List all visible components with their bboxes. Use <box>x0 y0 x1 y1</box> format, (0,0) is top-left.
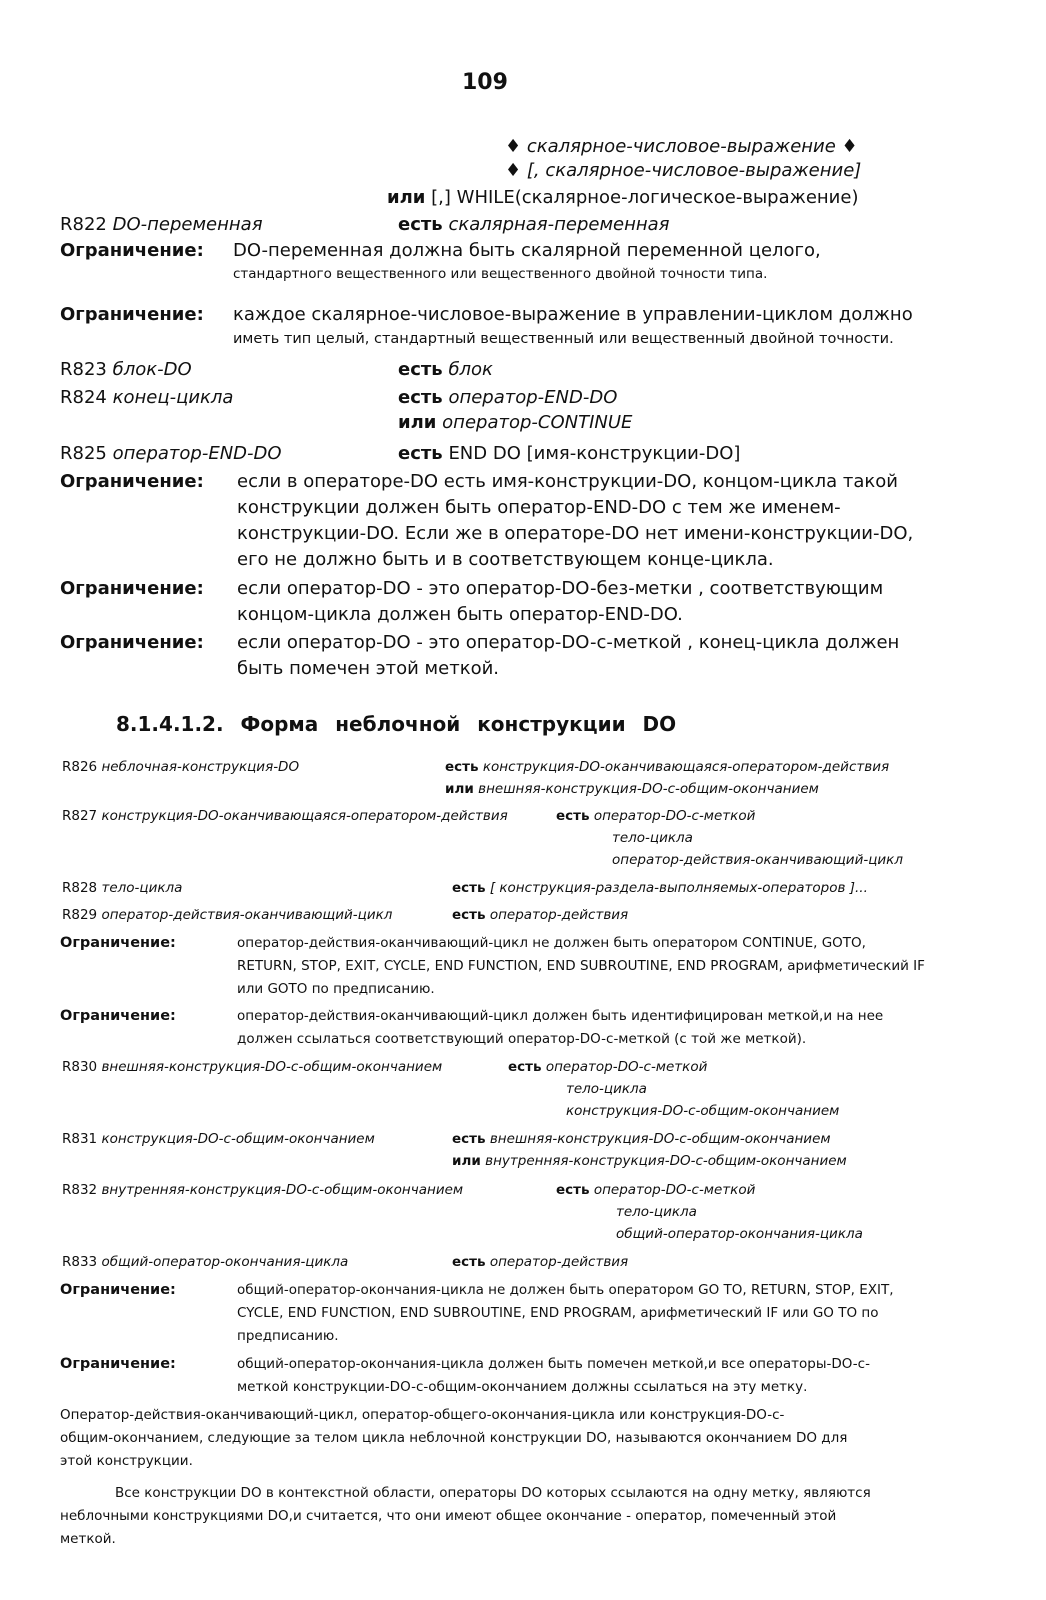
section-heading: 8.1.4.1.2. Форма неблочной конструкции DO <box>116 712 677 736</box>
constraint-label: Ограничение: <box>60 1356 176 1372</box>
lower-constraint-2-line-2: должен ссылаться соответствующий оператор-DO-с-меткой (с той же меткой). <box>237 1031 807 1047</box>
syntax-line-2: ♦ [, скалярное-числовое-выражение] <box>505 160 862 181</box>
constraint-4-line-2: концом-цикла должен быть оператор-END-DO. <box>237 604 683 625</box>
syntax-line-3 <box>387 187 858 208</box>
constraint-label: Ограничение: <box>60 578 204 599</box>
constraint-3-line-1: если в операторе-DO есть имя-конструкции-DO, концом-цикла такой <box>237 471 898 492</box>
rule-r832-definition <box>556 1182 755 1198</box>
is-keyword: есть <box>398 387 443 408</box>
lower-constraint-1-line-1: оператор-действия-оканчивающий-цикл не должен быть оператором CONTINUE, GOTO, <box>237 935 866 951</box>
rule-id: R830 <box>62 1059 98 1075</box>
rule-r831 <box>62 1131 375 1147</box>
rule-name: конструкция-DO-оканчивающаяся-оператором-действия <box>101 808 508 824</box>
page-number: 109 <box>462 70 508 95</box>
rule-r827-definition <box>556 808 755 824</box>
is-keyword: есть <box>556 1182 590 1198</box>
rule-name: DO-переменная <box>112 214 263 235</box>
paragraph-2-line-1: Все конструкции DO в контекстной области, операторы DO которых ссылаются на одну метку, являются <box>115 1485 871 1501</box>
is-keyword: есть <box>445 759 479 775</box>
rule-def: внутренняя-конструкция-DO-с-общим-окончанием <box>485 1153 847 1169</box>
rule-name: внутренняя-конструкция-DO-с-общим-окончанием <box>101 1182 464 1198</box>
rule-name: блок-DO <box>112 359 192 380</box>
rule-r827 <box>62 808 508 824</box>
rule-def: оператор-CONTINUE <box>442 412 633 433</box>
constraint-label: Ограничение: <box>60 1008 176 1024</box>
rule-def: оператор-END-DO <box>448 387 618 408</box>
rule-r831-alt <box>452 1153 847 1169</box>
paragraph-1-line-1: Оператор-действия-оканчивающий-цикл, оператор-общего-окончания-цикла или конструкция-DO-с- <box>60 1407 785 1423</box>
rule-id: R827 <box>62 808 98 824</box>
rule-r825-definition <box>398 443 740 464</box>
constraint-label: Ограничение: <box>60 240 204 261</box>
constraint-label: Ограничение: <box>60 304 204 325</box>
paragraph-1-line-2: общим-окончанием, следующие за телом цикла неблочной конструкции DO, называются окончанием DO для <box>60 1430 848 1446</box>
rule-def: END DO [имя-конструкции-DO] <box>448 443 741 464</box>
constraint-5-line-2: быть помечен этой меткой. <box>237 658 500 679</box>
syntax-line-1: ♦ скалярное-числовое-выражение ♦ <box>505 136 858 157</box>
lower-constraint-3-line-2: CYCLE, END FUNCTION, END SUBROUTINE, END PROGRAM, арифметический IF или GO TO по <box>237 1305 879 1321</box>
is-keyword: есть <box>452 1131 486 1147</box>
rule-id: R822 <box>60 214 107 235</box>
rule-name: тело-цикла <box>101 880 183 896</box>
rule-id: R824 <box>60 387 107 408</box>
or-keyword: или <box>445 781 474 797</box>
constraint-label: Ограничение: <box>60 1282 176 1298</box>
constraint-2-line-1: каждое скалярное-числовое-выражение в управлении-циклом должно <box>233 304 913 325</box>
constraint-5-line-1: если оператор-DO - это оператор-DO-с-меткой , конец-цикла должен <box>237 632 900 653</box>
rule-id: R826 <box>62 759 98 775</box>
rule-r830-def-2: тело-цикла <box>566 1081 647 1097</box>
rule-r832-def-3: общий-оператор-окончания-цикла <box>616 1226 863 1242</box>
rule-name: конструкция-DO-с-общим-окончанием <box>101 1131 375 1147</box>
rule-r824-definition <box>398 387 617 408</box>
rule-def: внешняя-конструкция-DO-с-общим-окончанием <box>478 781 819 797</box>
paragraph-1-line-3: этой конструкции. <box>60 1453 193 1469</box>
rule-r830 <box>62 1059 442 1075</box>
rule-def: оператор-DO-с-меткой <box>593 1182 756 1198</box>
rule-name: общий-оператор-окончания-цикла <box>101 1254 349 1270</box>
is-keyword: есть <box>508 1059 542 1075</box>
is-keyword: есть <box>452 907 486 923</box>
rule-r832-def-2: тело-цикла <box>616 1204 697 1220</box>
rule-r829-definition <box>452 907 628 923</box>
rule-name: неблочная-конструкция-DO <box>101 759 300 775</box>
rule-r823 <box>60 359 192 380</box>
or-keyword: или <box>387 187 426 208</box>
lower-constraint-4-line-1: общий-оператор-окончания-цикла должен быть помечен меткой,и все операторы-DO-с- <box>237 1356 870 1372</box>
rule-id: R831 <box>62 1131 98 1147</box>
constraint-3-line-2: конструкции должен быть оператор-END-DO с тем же именем- <box>237 497 841 518</box>
is-keyword: есть <box>398 443 443 464</box>
rule-def: оператор-действия <box>489 907 629 923</box>
rule-name: оператор-действия-оканчивающий-цикл <box>101 907 393 923</box>
paragraph-2-line-3: меткой. <box>60 1531 116 1547</box>
constraint-4-line-1: если оператор-DO - это оператор-DO-без-метки , соответствующим <box>237 578 884 599</box>
rule-r826-alt <box>445 781 819 797</box>
or-keyword: или <box>452 1153 481 1169</box>
rule-def: оператор-действия <box>489 1254 629 1270</box>
rule-r823-definition <box>398 359 493 380</box>
rule-name: оператор-END-DO <box>112 443 282 464</box>
lower-constraint-1-line-3: или GOTO по предписанию. <box>237 981 435 997</box>
rule-id: R829 <box>62 907 98 923</box>
rule-r822-definition <box>398 214 670 235</box>
rule-r831-definition <box>452 1131 831 1147</box>
rule-id: R832 <box>62 1182 98 1198</box>
rule-r828 <box>62 880 182 896</box>
constraint-3-line-4: его не должно быть и в соответствующем конце-цикла. <box>237 549 774 570</box>
rule-def: блок <box>448 359 493 380</box>
rule-id: R828 <box>62 880 98 896</box>
is-keyword: есть <box>398 359 443 380</box>
rule-r825 <box>60 443 282 464</box>
lower-constraint-1-line-2: RETURN, STOP, EXIT, CYCLE, END FUNCTION, END SUBROUTINE, END PROGRAM, арифметический IF <box>237 958 925 974</box>
constraint-label: Ограничение: <box>60 935 176 951</box>
constraint-2-line-2: иметь тип целый, стандартный вещественный или вещественный двойной точности. <box>233 331 894 347</box>
constraint-label: Ограничение: <box>60 632 204 653</box>
constraint-label: Ограничение: <box>60 471 204 492</box>
constraint-1-line-2: стандартного вещественного или вещественного двойной точности типа. <box>233 266 768 282</box>
rule-id: R823 <box>60 359 107 380</box>
rule-r830-def-3: конструкция-DO-с-общим-окончанием <box>566 1103 840 1119</box>
rule-r826-definition <box>445 759 889 775</box>
rule-r829 <box>62 907 392 923</box>
rule-name: конец-цикла <box>112 387 234 408</box>
is-keyword: есть <box>398 214 443 235</box>
rule-r822 <box>60 214 263 235</box>
rule-def: конструкция-DO-оканчивающаяся-оператором-действия <box>482 759 890 775</box>
rule-r826 <box>62 759 299 775</box>
rule-id: R825 <box>60 443 107 464</box>
paragraph-2-line-2: неблочными конструкциями DO,и считается, что они имеют общее окончание - оператор, помеченный этой <box>60 1508 837 1524</box>
rule-def: внешняя-конструкция-DO-с-общим-окончанием <box>489 1131 831 1147</box>
rule-r827-def-2: тело-цикла <box>612 830 693 846</box>
rule-r830-definition <box>508 1059 707 1075</box>
rule-r833 <box>62 1254 348 1270</box>
rule-id: R833 <box>62 1254 98 1270</box>
lower-constraint-3-line-3: предписанию. <box>237 1328 339 1344</box>
rule-r832 <box>62 1182 463 1198</box>
rule-r827-def-3: оператор-действия-оканчивающий-цикл <box>612 852 903 868</box>
is-keyword: есть <box>452 1254 486 1270</box>
rule-r828-definition <box>452 880 868 896</box>
rule-def: оператор-DO-с-меткой <box>593 808 756 824</box>
while-clause: [,] WHILE(скалярное-логическое-выражение) <box>431 187 859 208</box>
is-keyword: есть <box>452 880 486 896</box>
rule-def: [ конструкция-раздела-выполняемых-операторов ]... <box>489 880 868 896</box>
rule-r824 <box>60 387 233 408</box>
rule-def: скалярная-переменная <box>448 214 670 235</box>
is-keyword: есть <box>556 808 590 824</box>
lower-constraint-2-line-1: оператор-действия-оканчивающий-цикл должен быть идентифицирован меткой,и на нее <box>237 1008 884 1024</box>
rule-def: оператор-DO-с-меткой <box>545 1059 708 1075</box>
or-keyword: или <box>398 412 437 433</box>
lower-constraint-3-line-1: общий-оператор-окончания-цикла не должен быть оператором GO TO, RETURN, STOP, EXIT, <box>237 1282 894 1298</box>
lower-constraint-4-line-2: меткой конструкции-DO-с-общим-окончанием должны ссылаться на эту метку. <box>237 1379 808 1395</box>
rule-r833-definition <box>452 1254 628 1270</box>
constraint-3-line-3: конструкции-DO. Если же в операторе-DO нет имени-конструкции-DO, <box>237 523 914 544</box>
rule-r824-alt <box>398 412 632 433</box>
constraint-1-line-1: DO-переменная должна быть скалярной переменной целого, <box>233 240 821 261</box>
rule-name: внешняя-конструкция-DO-с-общим-окончанием <box>101 1059 443 1075</box>
